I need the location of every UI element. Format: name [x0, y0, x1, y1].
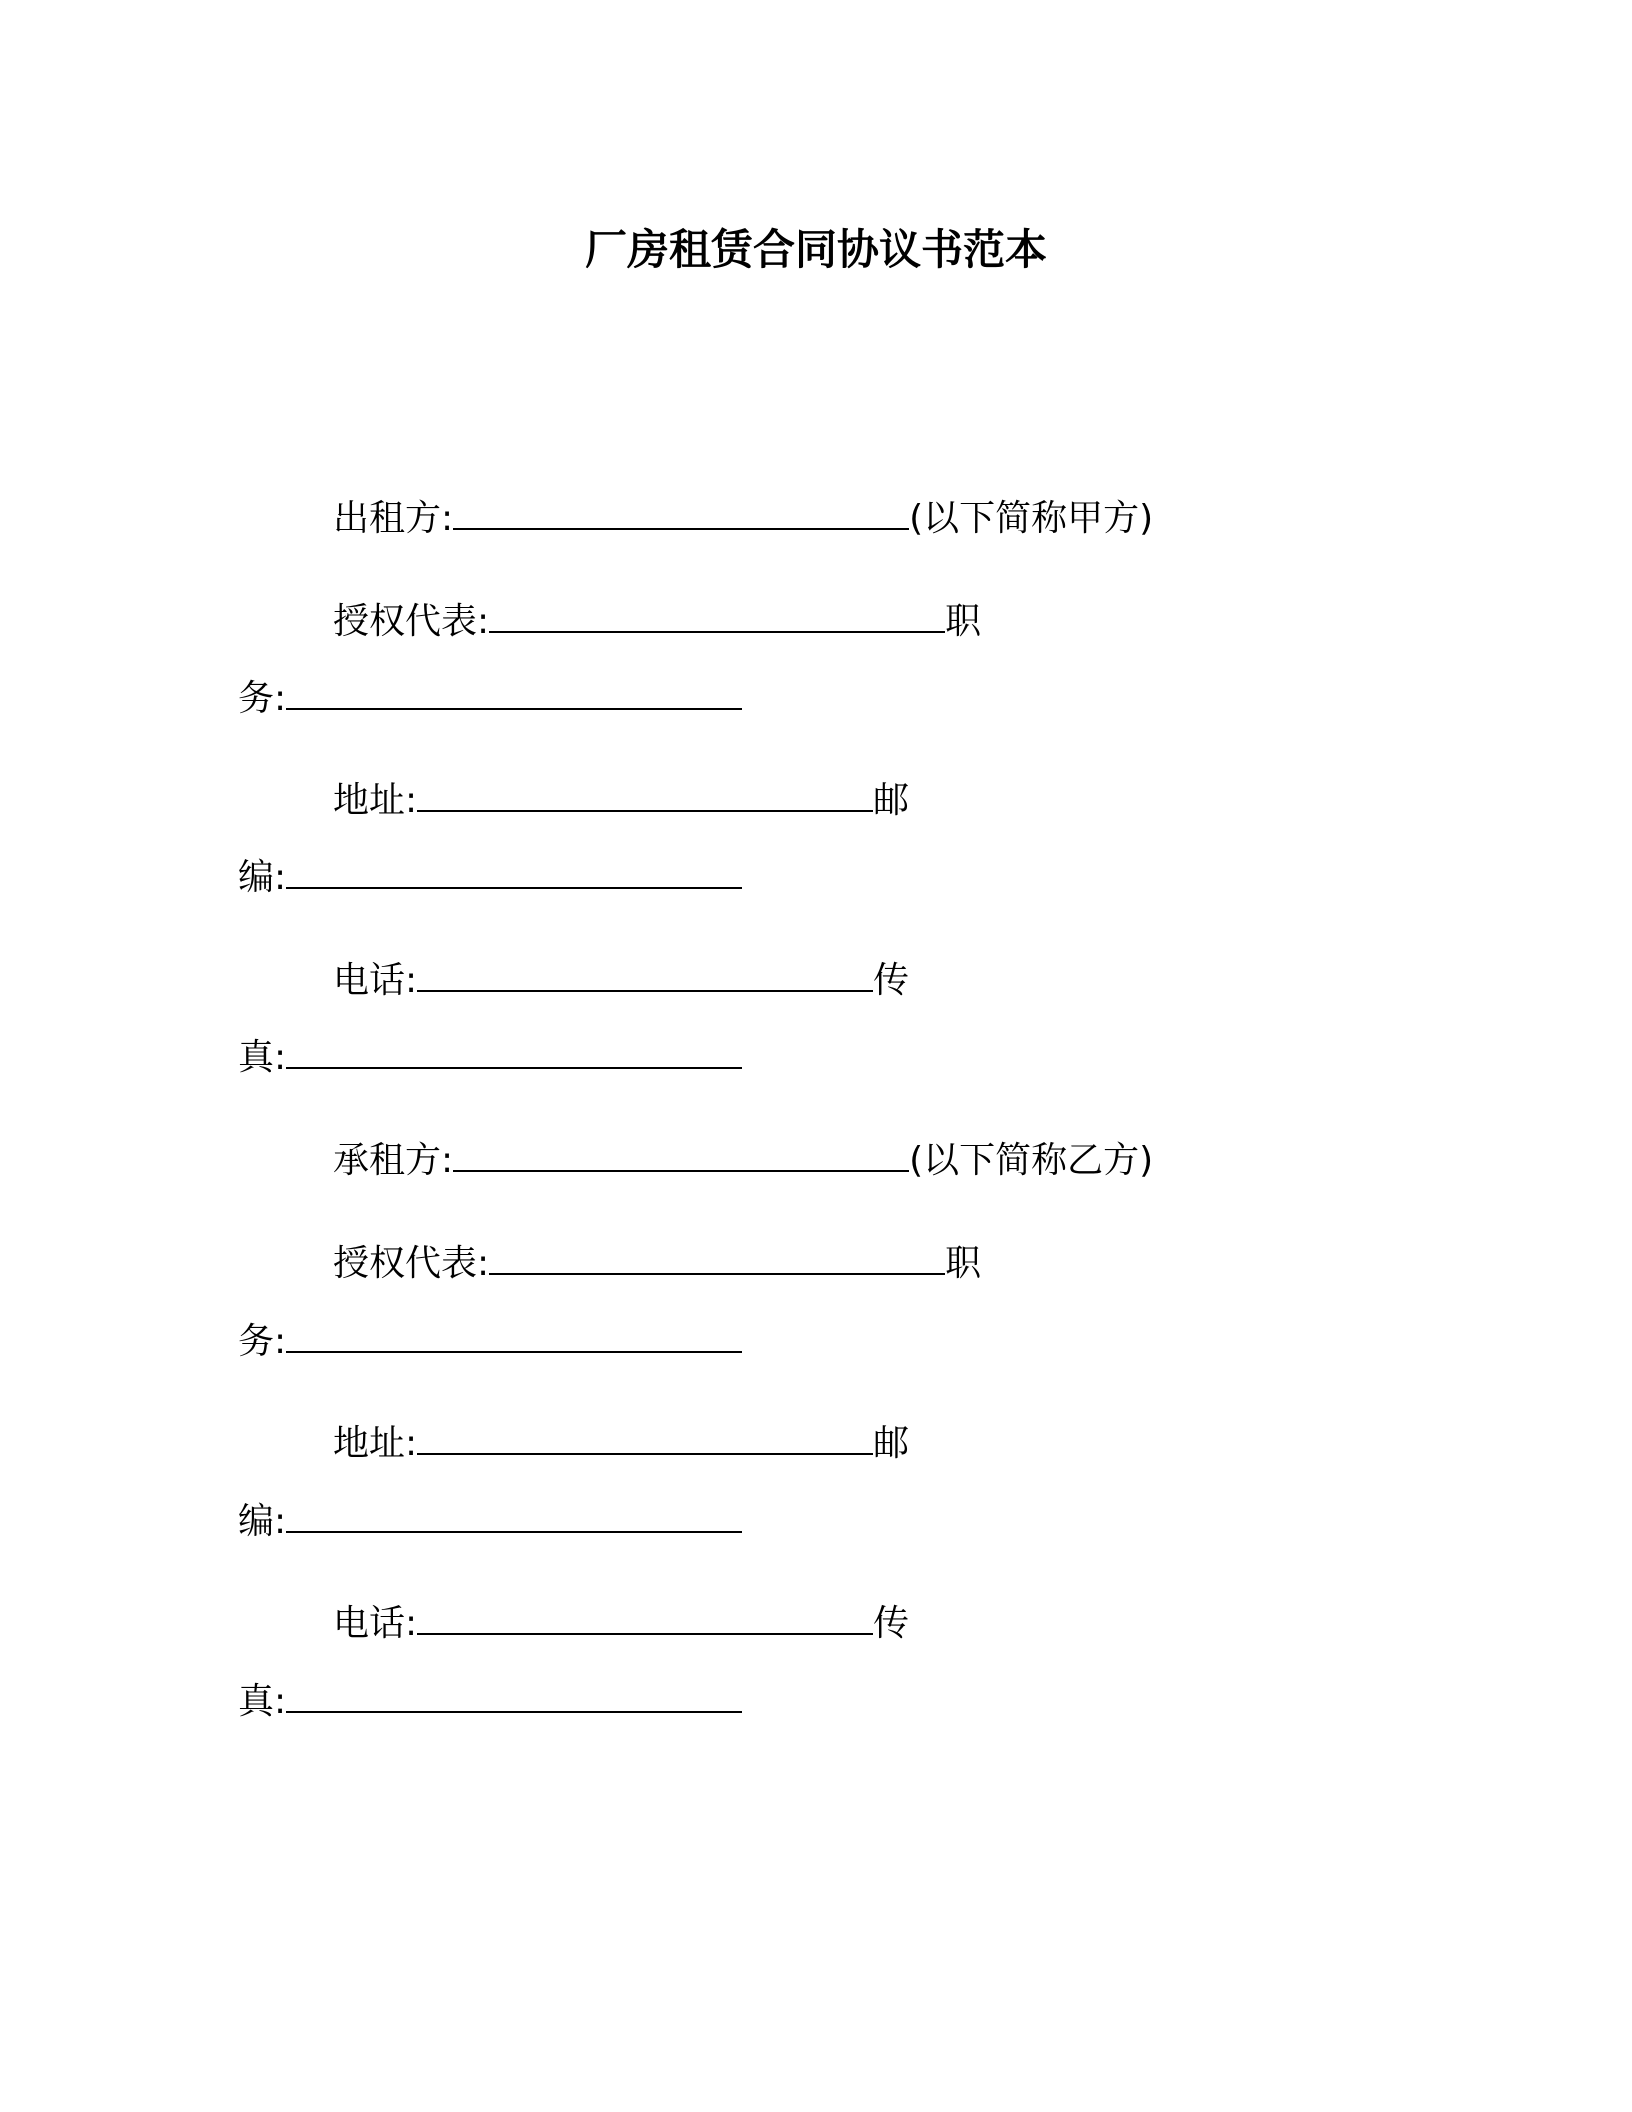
- fax-label-end: 真:: [238, 1037, 287, 1078]
- fax-label-end: 真:: [238, 1681, 287, 1722]
- phone-blank[interactable]: [417, 956, 873, 992]
- fax-blank[interactable]: [286, 1033, 742, 1069]
- party-b-fax-line: [238, 1677, 742, 1726]
- lessee-suffix: (以下简称乙方): [909, 1140, 1154, 1181]
- party-b-rep-line: [333, 1239, 981, 1288]
- postcode-label-end: 编:: [238, 1501, 287, 1542]
- postcode-label-end: 编:: [238, 857, 287, 898]
- party-a-position-line: [238, 674, 742, 723]
- address-blank[interactable]: [417, 776, 873, 812]
- postcode-blank[interactable]: [286, 853, 742, 889]
- party-a-lessor-line: [333, 494, 1153, 543]
- party-a-postcode-line: [238, 853, 742, 902]
- postcode-blank[interactable]: [286, 1497, 742, 1533]
- postcode-label-start: 邮: [873, 1423, 910, 1464]
- rep-label: 授权代表:: [333, 601, 490, 642]
- address-blank[interactable]: [417, 1419, 873, 1455]
- position-blank[interactable]: [286, 674, 742, 710]
- party-b-lessee-line: [333, 1136, 1153, 1185]
- position-label-end: 务:: [238, 678, 287, 719]
- rep-label: 授权代表:: [333, 1243, 490, 1284]
- phone-blank[interactable]: [417, 1599, 873, 1635]
- party-b-address-line: [333, 1419, 909, 1468]
- rep-blank[interactable]: [489, 1239, 945, 1275]
- fax-label-start: 传: [873, 1603, 910, 1644]
- rep-blank[interactable]: [489, 597, 945, 633]
- position-label-start: 职: [945, 601, 982, 642]
- address-label: 地址:: [333, 1423, 418, 1464]
- lessor-suffix: (以下简称甲方): [909, 498, 1154, 539]
- lessee-blank[interactable]: [453, 1136, 909, 1172]
- document-title: 厂房租赁合同协议书范本: [584, 225, 1047, 274]
- position-blank[interactable]: [286, 1317, 742, 1353]
- party-b-position-line: [238, 1317, 742, 1366]
- party-a-fax-line: [238, 1033, 742, 1082]
- phone-label: 电话:: [333, 1603, 418, 1644]
- position-label-start: 职: [945, 1243, 982, 1284]
- party-b-postcode-line: [238, 1497, 742, 1546]
- fax-label-start: 传: [873, 960, 910, 1001]
- party-a-rep-line: [333, 597, 981, 646]
- party-a-phone-line: [333, 956, 909, 1005]
- lessor-blank[interactable]: [453, 494, 909, 530]
- lessee-label: 承租方:: [333, 1140, 454, 1181]
- postcode-label-start: 邮: [873, 780, 910, 821]
- address-label: 地址:: [333, 780, 418, 821]
- lessor-label: 出租方:: [333, 498, 454, 539]
- party-b-phone-line: [333, 1599, 909, 1648]
- party-a-address-line: [333, 776, 909, 825]
- phone-label: 电话:: [333, 960, 418, 1001]
- fax-blank[interactable]: [286, 1677, 742, 1713]
- position-label-end: 务:: [238, 1321, 287, 1362]
